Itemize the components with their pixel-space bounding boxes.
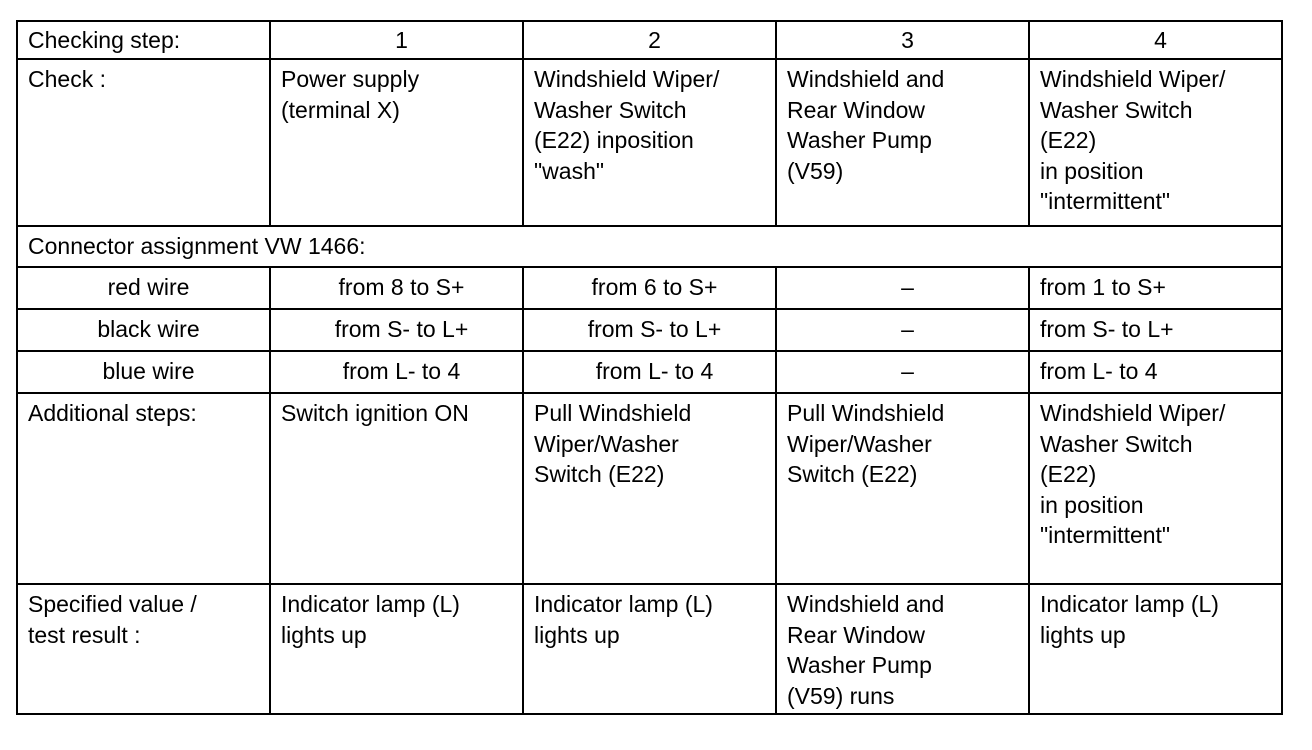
checking-steps-table bbox=[16, 20, 1283, 715]
specified-value-label: Specified value / test result : bbox=[17, 584, 270, 714]
red-wire-cell-1: from 8 to S+ bbox=[270, 267, 523, 309]
red-wire-cell-2: from 6 to S+ bbox=[523, 267, 776, 309]
step-number-2: 2 bbox=[523, 21, 776, 59]
blue-wire-label: blue wire bbox=[17, 351, 270, 393]
check-label: Check : bbox=[17, 59, 270, 226]
additional-steps-row bbox=[17, 393, 1282, 584]
check-cell-4: Windshield Wiper/ Washer Switch (E22) in position "intermittent" bbox=[1029, 59, 1282, 226]
black-wire-cell-1: from S- to L+ bbox=[270, 309, 523, 351]
specified-value-row bbox=[17, 584, 1282, 714]
additional-steps-cell-1: Switch ignition ON bbox=[270, 393, 523, 584]
step-number-4: 4 bbox=[1029, 21, 1282, 59]
black-wire-cell-4: from S- to L+ bbox=[1029, 309, 1282, 351]
connector-assignment-row bbox=[17, 226, 1282, 267]
connector-assignment-label: Connector assignment VW 1466: bbox=[17, 226, 1282, 267]
additional-steps-cell-2: Pull Windshield Wiper/Washer Switch (E22) bbox=[523, 393, 776, 584]
specified-value-cell-2: Indicator lamp (L) lights up bbox=[523, 584, 776, 714]
additional-steps-cell-3: Pull Windshield Wiper/Washer Switch (E22) bbox=[776, 393, 1029, 584]
checking-step-row bbox=[17, 21, 1282, 59]
blue-wire-cell-1: from L- to 4 bbox=[270, 351, 523, 393]
checking-step-label: Checking step: bbox=[17, 21, 270, 59]
step-number-3: 3 bbox=[776, 21, 1029, 59]
red-wire-label: red wire bbox=[17, 267, 270, 309]
blue-wire-cell-3: – bbox=[776, 351, 1029, 393]
specified-value-cell-3: Windshield and Rear Window Washer Pump (V59) runs bbox=[776, 584, 1029, 714]
step-number-1: 1 bbox=[270, 21, 523, 59]
black-wire-cell-2: from S- to L+ bbox=[523, 309, 776, 351]
blue-wire-row bbox=[17, 351, 1282, 393]
specified-value-cell-1: Indicator lamp (L) lights up bbox=[270, 584, 523, 714]
check-cell-3: Windshield and Rear Window Washer Pump (V59) bbox=[776, 59, 1029, 226]
blue-wire-cell-4: from L- to 4 bbox=[1029, 351, 1282, 393]
specified-value-cell-4: Indicator lamp (L) lights up bbox=[1029, 584, 1282, 714]
black-wire-label: black wire bbox=[17, 309, 270, 351]
red-wire-cell-4: from 1 to S+ bbox=[1029, 267, 1282, 309]
check-cell-2: Windshield Wiper/ Washer Switch (E22) inposition "wash" bbox=[523, 59, 776, 226]
black-wire-row bbox=[17, 309, 1282, 351]
check-cell-1: Power supply (terminal X) bbox=[270, 59, 523, 226]
additional-steps-cell-4: Windshield Wiper/ Washer Switch (E22) in position "intermittent" bbox=[1029, 393, 1282, 584]
red-wire-row bbox=[17, 267, 1282, 309]
additional-steps-label: Additional steps: bbox=[17, 393, 270, 584]
black-wire-cell-3: – bbox=[776, 309, 1029, 351]
blue-wire-cell-2: from L- to 4 bbox=[523, 351, 776, 393]
red-wire-cell-3: – bbox=[776, 267, 1029, 309]
check-row bbox=[17, 59, 1282, 226]
